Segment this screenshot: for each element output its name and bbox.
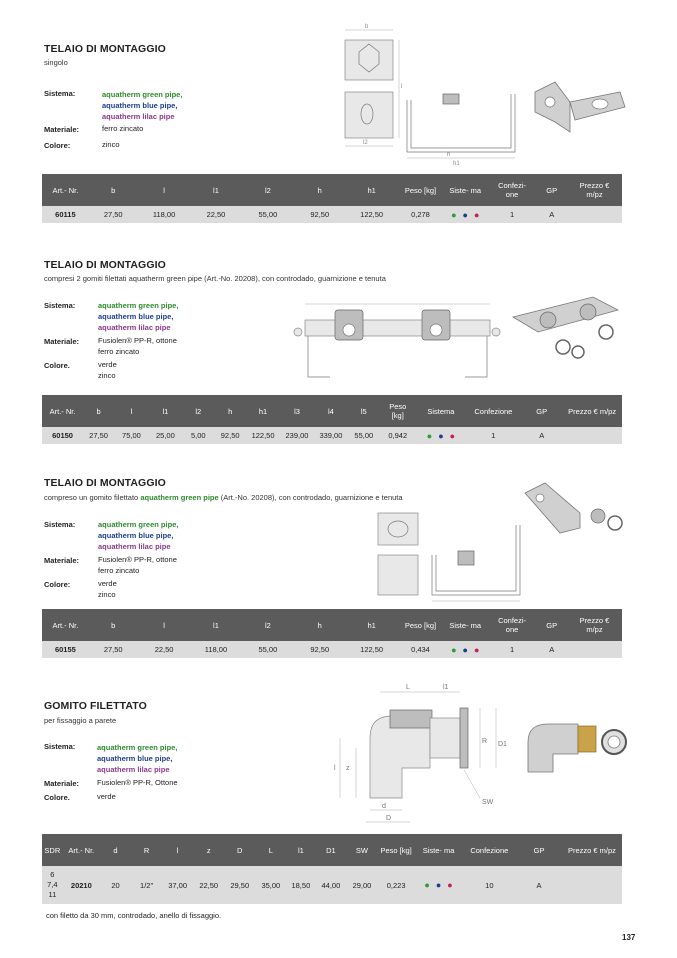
col-header: h1: [345, 609, 398, 641]
col-header: l1: [191, 609, 242, 641]
dim-SW-label: SW: [482, 799, 494, 806]
section2-spec-table: [42, 395, 622, 444]
table-cell: 1/2": [131, 866, 162, 904]
col-header: l: [138, 609, 191, 641]
section1-subtitle: singolo: [44, 58, 68, 67]
col-header: z: [193, 834, 224, 866]
colore-line: verde: [98, 360, 117, 369]
section2-product-photo: [508, 292, 628, 367]
dim-l1-label: l1: [443, 684, 449, 691]
table-cell: 239,00: [281, 427, 314, 444]
dim-l-label: l: [334, 765, 336, 772]
table-cell: 1: [488, 641, 537, 658]
table-cell: [562, 427, 622, 444]
section3-subtitle: [44, 493, 403, 502]
table-cell: 22,50: [191, 206, 242, 223]
table-cell: 75,00: [114, 427, 149, 444]
table-cell: A: [521, 427, 562, 444]
sdr-value: 6: [50, 870, 55, 879]
col-header: Confezione: [466, 395, 522, 427]
table-cell: 118,00: [191, 641, 242, 658]
system-green: aquatherm green pipe,: [98, 520, 179, 529]
table-header-row: [42, 834, 622, 866]
col-header: D1: [315, 834, 346, 866]
col-header: Prezzo € m/pz: [562, 395, 622, 427]
col-header: h1: [345, 174, 398, 206]
blue-dot: ●: [462, 644, 468, 655]
table-cell: 27,50: [89, 206, 138, 223]
table-cell: 22,50: [193, 866, 224, 904]
section2-subtitle: compresi 2 gomiti filettati aquatherm green pipe (Art.-No. 20208), con controdado, guarnizione e tenuta: [44, 274, 386, 283]
table-row: [42, 427, 622, 444]
col-header: l3: [281, 395, 314, 427]
col-header: Confezione: [462, 834, 516, 866]
section4-technical-drawing: [330, 678, 520, 828]
dim-l-label: l: [401, 84, 403, 90]
green-dot: ●: [424, 880, 430, 890]
materiale-line: ferro zincato: [98, 566, 140, 575]
section4-colore-value: verde: [97, 792, 116, 801]
col-header: Sistema: [416, 395, 465, 427]
col-header: D: [224, 834, 255, 866]
section2-sistema-label: Sistema:: [44, 301, 76, 310]
system-blue: aquatherm blue pipe,: [102, 101, 178, 110]
materiale-line: Fusiolen® PP-R, ottone: [98, 555, 177, 564]
dim-z-label: z: [346, 765, 350, 772]
table-cell: 122,50: [246, 427, 281, 444]
green-dot: ●: [451, 644, 457, 655]
blue-dot: ●: [435, 880, 442, 890]
section4-spec-table: [42, 834, 622, 904]
col-header: l: [138, 174, 191, 206]
table-cell: 1: [488, 206, 537, 223]
col-header: Art.- Nr.: [63, 834, 100, 866]
col-header: SDR: [42, 834, 63, 866]
subtitle-system: aquatherm green pipe: [140, 493, 219, 502]
table-cell: 18,50: [286, 866, 315, 904]
sdr-value: 11: [48, 890, 57, 899]
system-dots: [443, 641, 488, 658]
table-cell: A: [516, 866, 562, 904]
col-header: l2: [182, 395, 215, 427]
table-cell: 22,50: [138, 641, 191, 658]
col-header: l4: [313, 395, 348, 427]
section4-materiale-value: Fusiolen® PP-R, Ottone: [97, 778, 178, 787]
green-dot: ●: [426, 430, 433, 441]
system-blue: aquatherm blue pipe,: [98, 312, 174, 321]
col-header: SW: [346, 834, 377, 866]
section2-sistema-list: [98, 300, 178, 333]
col-header: Confezi- one: [488, 174, 537, 206]
table-cell: 55,00: [241, 206, 294, 223]
col-header: Art.- Nr.: [42, 395, 83, 427]
system-dots: [443, 206, 488, 223]
table-cell: 37,00: [162, 866, 193, 904]
col-header: Art.- Nr.: [42, 174, 89, 206]
footnote: con filetto da 30 mm, controdado, anello di fissaggio.: [46, 911, 222, 920]
table-cell: 122,50: [345, 641, 398, 658]
col-header: l1: [149, 395, 182, 427]
table-header-row: [42, 609, 622, 641]
section4-subtitle: per fissaggio a parete: [44, 716, 117, 725]
system-blue: aquatherm blue pipe,: [98, 531, 174, 540]
dim-d-label: d: [382, 803, 386, 810]
table-cell: 92,50: [215, 427, 246, 444]
section4-title: GOMITO FILETTATO: [44, 700, 147, 712]
col-header: Prezzo € m/pz: [567, 609, 622, 641]
table-cell: 60150: [42, 427, 83, 444]
system-dots: [416, 427, 465, 444]
table-cell: 55,00: [241, 641, 294, 658]
system-green: aquatherm green pipe,: [102, 90, 183, 99]
section3-colore-value: [98, 578, 117, 600]
section1-sistema-label: Sistema:: [44, 89, 76, 98]
section4-colore-label: Colore.: [44, 793, 70, 802]
materiale-line: Fusiolen® PP-R, ottone: [98, 336, 177, 345]
table-cell: 0,942: [379, 427, 416, 444]
red-dot: ●: [473, 644, 480, 655]
col-header: Siste- ma: [443, 174, 488, 206]
table-header-row: [42, 395, 622, 427]
col-header: Peso [kg]: [398, 174, 443, 206]
dim-b-label: b: [365, 24, 369, 30]
table-cell: 92,50: [294, 206, 345, 223]
section3-colore-label: Colore:: [44, 580, 71, 589]
col-header: Siste- ma: [415, 834, 463, 866]
section1-materiale-value: ferro zincato: [102, 124, 144, 133]
col-header: h: [215, 395, 246, 427]
section2-colore-value: [98, 359, 117, 381]
table-cell: 0,223: [377, 866, 414, 904]
col-header: b: [83, 395, 114, 427]
dim-l2-label: l2: [363, 140, 368, 146]
col-header: l1: [286, 834, 315, 866]
table-cell: 55,00: [348, 427, 379, 444]
col-header: l2: [241, 174, 294, 206]
system-green: aquatherm green pipe,: [98, 301, 179, 310]
dim-h-label: h: [447, 152, 451, 158]
table-cell: 60115: [42, 206, 89, 223]
table-cell: 27,50: [89, 641, 138, 658]
col-header: l1: [191, 174, 242, 206]
dim-D-label: D: [386, 815, 392, 822]
table-cell: 0,434: [398, 641, 443, 658]
red-dot: ●: [449, 430, 456, 441]
section1-colore-label: Colore:: [44, 141, 71, 150]
section3-materiale-label: Materiale:: [44, 556, 80, 565]
section4-sistema-list: [97, 742, 177, 775]
table-cell: 92,50: [294, 641, 345, 658]
section3-technical-drawing: [370, 505, 530, 605]
dim-L-label: L: [406, 684, 410, 691]
table-cell: 35,00: [255, 866, 286, 904]
colore-line: zinco: [98, 590, 116, 599]
col-header: GP: [536, 609, 567, 641]
table-cell: 10: [462, 866, 516, 904]
dim-h1-label: h1: [453, 161, 460, 167]
section4-materiale-label: Materiale:: [44, 779, 80, 788]
col-header: d: [100, 834, 131, 866]
table-cell: 1: [466, 427, 522, 444]
sdr-value: 7,4: [47, 880, 58, 889]
colore-line: verde: [98, 579, 117, 588]
system-dots: [415, 866, 463, 904]
section2-materiale-label: Materiale:: [44, 337, 80, 346]
table-cell: 0,278: [398, 206, 443, 223]
col-header: h: [294, 174, 345, 206]
table-row: [42, 641, 622, 658]
materiale-line: ferro zincato: [98, 347, 140, 356]
section1-title: TELAIO DI MONTAGGIO: [44, 43, 166, 55]
table-cell: 5,00: [182, 427, 215, 444]
table-cell: 118,00: [138, 206, 191, 223]
table-cell: 20210: [63, 866, 100, 904]
section3-sistema-label: Sistema:: [44, 520, 76, 529]
section1-technical-drawing: [335, 22, 535, 167]
blue-dot: ●: [438, 430, 444, 441]
section3-materiale-value: [98, 554, 177, 576]
col-header: Siste- ma: [443, 609, 488, 641]
green-dot: ●: [451, 209, 457, 220]
table-cell: [567, 641, 622, 658]
col-header: GP: [536, 174, 567, 206]
col-header: Peso [kg]: [377, 834, 414, 866]
section1-spec-table: [42, 174, 622, 223]
blue-dot: ●: [462, 209, 468, 220]
table-cell: 122,50: [345, 206, 398, 223]
section4-sistema-label: Sistema:: [44, 742, 76, 751]
table-cell: 20: [100, 866, 131, 904]
subtitle-text: (Art.-No. 20208), con controdado, guarnizione e tenuta: [218, 493, 403, 502]
section3-product-photo: [520, 478, 630, 548]
section1-sistema-list: [102, 89, 182, 122]
section2-colore-label: Colore.: [44, 361, 70, 370]
section3-sistema-list: [98, 519, 178, 552]
table-header-row: [42, 174, 622, 206]
table-cell: 29,00: [346, 866, 377, 904]
table-cell: 25,00: [149, 427, 182, 444]
col-header: R: [131, 834, 162, 866]
col-header: GP: [521, 395, 562, 427]
dim-D1-label: D1: [498, 741, 507, 748]
section2-technical-drawing: [290, 292, 505, 382]
table-cell: [567, 206, 622, 223]
col-header: l: [162, 834, 193, 866]
sdr-cell: [42, 866, 63, 904]
col-header: l5: [348, 395, 379, 427]
section1-materiale-label: Materiale:: [44, 125, 80, 134]
red-dot: ●: [447, 880, 453, 890]
system-lilac: aquatherm lilac pipe: [98, 542, 171, 551]
section2-materiale-value: [98, 335, 177, 357]
col-header: GP: [516, 834, 562, 866]
col-header: L: [255, 834, 286, 866]
table-cell: A: [536, 206, 567, 223]
col-header: l2: [241, 609, 294, 641]
col-header: Prezzo € m/pz: [562, 834, 622, 866]
section2-title: TELAIO DI MONTAGGIO: [44, 259, 166, 271]
section4-product-photo: [518, 712, 628, 787]
table-row: [42, 866, 622, 904]
dim-R-label: R: [482, 738, 488, 745]
table-cell: 29,50: [224, 866, 255, 904]
system-blue: aquatherm blue pipe,: [97, 754, 173, 763]
col-header: Prezzo € m/pz: [567, 174, 622, 206]
table-cell: [562, 866, 622, 904]
section1-product-photo: [530, 72, 630, 142]
system-lilac: aquatherm lilac pipe: [102, 112, 175, 121]
subtitle-text: compreso un gomito filettato: [44, 493, 141, 502]
col-header: h1: [246, 395, 281, 427]
col-header: Peso [kg]: [379, 395, 416, 427]
table-cell: 27,50: [83, 427, 114, 444]
section1-colore-value: zinco: [102, 140, 120, 149]
col-header: h: [294, 609, 345, 641]
section3-title: TELAIO DI MONTAGGIO: [44, 477, 166, 489]
col-header: Peso [kg]: [398, 609, 443, 641]
col-header: l: [114, 395, 149, 427]
system-lilac: aquatherm lilac pipe: [97, 765, 170, 774]
col-header: b: [89, 174, 138, 206]
col-header: Art.- Nr.: [42, 609, 89, 641]
table-cell: A: [536, 641, 567, 658]
red-dot: ●: [473, 209, 480, 220]
col-header: b: [89, 609, 138, 641]
system-green: aquatherm green pipe,: [97, 743, 178, 752]
page-number: 137: [622, 933, 636, 942]
col-header: Confezi- one: [488, 609, 537, 641]
table-cell: 44,00: [315, 866, 346, 904]
table-cell: 60155: [42, 641, 89, 658]
table-row: [42, 206, 622, 223]
colore-line: zinco: [98, 371, 116, 380]
table-cell: 339,00: [313, 427, 348, 444]
section3-spec-table: [42, 609, 622, 658]
system-lilac: aquatherm lilac pipe: [98, 323, 171, 332]
